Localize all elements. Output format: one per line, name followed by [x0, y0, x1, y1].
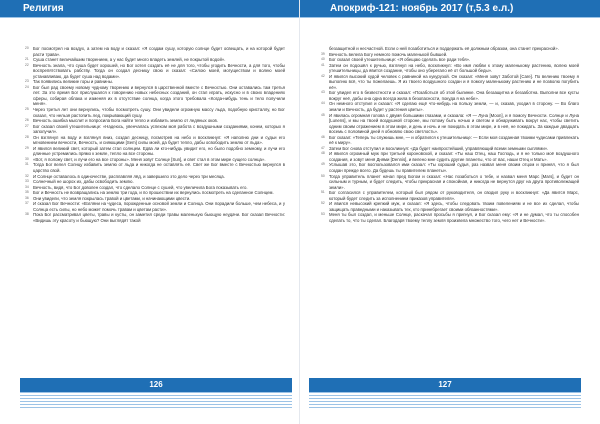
verse — [25, 162, 285, 173]
verse — [25, 46, 285, 57]
verse — [25, 124, 285, 135]
verse — [25, 201, 285, 212]
verse-text: Бог сказал своей утешительнице: «Я обещаю сделать все ради тебя». — [329, 57, 471, 63]
verse-text: Он взглянул на воду и взглянул вниз, создал десницу, посмотрев на небо и воскликнул: «Я наполню дни и судьи его мгновением вечности, Вечность, и сияющими [Sem] силы моей, да будет тепло, дабы освободить землю от льда». — [33, 134, 285, 146]
verse-text: Бог был рад своему новому чудному творению и вернулся в царственной вместе с Вечностью. Они оставались там третья лет. За это время Бог прислушался к говорению новых небесных созданий, он стал играть, искусно и в своих владениях сферы, собирая облака и изменяя их в отсутствие солнца, когда этого требовала «Когда-нибудь тень и тело получили меня». — [33, 84, 285, 107]
verse — [25, 135, 285, 146]
verse — [321, 201, 579, 212]
left-text-column — [25, 46, 285, 224]
right-header-title: Апокриф-121: ноябрь 2017 (т,5.3 е.л.) — [330, 3, 514, 14]
left-header-title: Религия — [23, 3, 64, 14]
verse-number: 53 — [321, 212, 325, 217]
verse-text: И Солнце оставалось в одиночестве, расплавляя лёд, и завершило это дело через три месяца. — [33, 173, 225, 179]
verse-number: 33 — [25, 179, 29, 184]
verse-text: Бог сказал: «Теперь ты служишь мне, — и обратился к утешительнице: — Если моя созданная твоими чудесами привлекать её к миру». — [329, 134, 580, 146]
verse-number: 31 — [25, 162, 29, 167]
verse-text: Бог увидел его в безвестности и сказал: «Позаботься об этой былинке. Она беззащитна и беззаботна. Выполни все кусты вокруг неё, дабы она одна всегда жила в безопасности, покуда я на небе». — [329, 90, 579, 101]
verse-number: 37 — [25, 201, 29, 206]
verse-number: 47 — [321, 145, 325, 150]
verse-text: И сказал Бог Вечности: «Взгляни на чудеса, порожденные основой земли и Солнца. Они порадили больше, чем небеса, и у Солнца есть силы, но небо может помочь травам и цветам расти». — [33, 201, 285, 212]
verse-number: 30 — [25, 156, 29, 161]
verse-number: 40 — [321, 57, 325, 62]
verse — [321, 174, 579, 191]
verse-text: И явился высокий худой человек с равниной на кукурузой. Он сказал: «Меня зовут Заботой [Care]. По велению твоему я выполню всё, что ты пожелаешь. Я из твоего воздушного создан и я помогу маленькому растению и не позволю погубить её». — [329, 73, 579, 90]
verse-number: 43 — [321, 90, 325, 95]
verse-number: 32 — [25, 173, 29, 178]
verse — [321, 135, 579, 146]
verse-number: 39 — [321, 51, 325, 56]
verse-number: 49 — [321, 162, 325, 167]
verse-number: 48 — [321, 151, 325, 156]
verse-text: И явился невысокий крепкий муж, и сказал: «Я здесь, чтобы следовать твоим повелениям и не все их сделал, чтобы защищать праведными и наказывать тех, кто принебрегает своими обязанностями». — [329, 201, 579, 212]
right-page-number: 127 — [438, 380, 452, 389]
verse-text: Через третья лет они вернулись, чтобы посмотреть сушу. Они увидели огромную массу льда, подобную кристаллу, но Бог сказал, что нельзя растопить лед, покрывающий сушу. — [33, 107, 285, 118]
right-footer-band — [309, 378, 581, 392]
verse — [321, 74, 579, 91]
left-page-number: 126 — [149, 380, 163, 389]
verse-text: И явился великий свет, который затем стал солнцем. Едва ли кто-нибудь увидит его, но было подобно земному, и лучи его длинные устремились прямо к земле, тепло на все стороны. — [33, 145, 285, 157]
verse-text: Вечность велела Богу немного помочь маленькой бывшей. — [329, 51, 448, 57]
verse — [321, 162, 579, 173]
verse-text: Вечность ошибка мыслит и попросила Бога найти тепло и избавить землю от ледяных оков. — [33, 118, 219, 124]
verse-number: 24 — [25, 84, 29, 89]
verse — [321, 90, 579, 101]
verse — [321, 190, 579, 201]
right-page — [300, 0, 600, 424]
left-header-rule — [0, 17, 300, 18]
verse-text: «Вот, я положу свет, и лучи его на все стороны». Меня зовут Солнце [Sun], и свет стал в этом мире сущего солнца». — [33, 156, 266, 162]
verse-number: 45 — [321, 112, 325, 117]
verse-text: беззащитной и несчастной. Если о ней позаботиться и поддержать её должным образом, она станет прекрасной». — [329, 46, 559, 51]
left-footer-stripes — [20, 392, 292, 408]
verse-number: 21 — [25, 57, 29, 62]
verse-number: 27 — [25, 123, 29, 128]
verse-number: 29 — [25, 145, 29, 150]
verse-number: 23 — [25, 79, 29, 84]
verse-text: Так появились великие горы и равнины. — [33, 79, 113, 85]
verse-number: 50 — [321, 173, 325, 178]
verse-text: Вечность, видя, что Бог доволен создал, что сделало Солнце с сушей, что увеличила Бога показывать его. — [33, 184, 248, 190]
verse-text: Тогда управитель планет начал пред Богом и сказал: «Нас позаботься о тебе, и назвал меня Марс [Mars], и будет он сильным и турным, и будет следить, чтобы прекрасная и спокойная, и никогда не вернутся друг на друга противолежащей земли». — [329, 173, 579, 190]
verse — [25, 212, 285, 223]
verse-number: 25 — [25, 107, 29, 112]
verse-text: Вечность знала, что суша будет хорошей, но Бог хотел создать её не для того, чтобы угодить Вечности, а для того, чтобы воспрепятствовать рабству. Тогда он создал десницу свою и сказал: «Силою моей, могуществом и волею моей устанавливаю, да будет суша над водами». — [33, 62, 285, 79]
verse-number: 42 — [321, 73, 325, 78]
verse-text: Услышав это, Бог воспользовался ими сказал: «Ты хороший судья, раз назвал меня своим отцом и принял, что я был создан прежде всего. Да будешь ты правителем планеты». — [329, 162, 579, 174]
verse-text: И явилась огромная голова с двумя большими глазами, и сказала: «Я — Луна [Moon], и я помогу Вечности. Солнце и Луна [Lunens], и мы на твоей воздушной стороне, мы потому быть ночью и светом и обнаруживать вокруг нас, чтобы светить одним своим отражением в этом мире, и день и ночь и не покидать в этом мире, и в неё, не покидать. За каждые двадцать восемь с половиной дней я обновлю свою светлость». — [329, 112, 579, 135]
verse-text: Бог сказал своей утешительнице: «Надеюсь, увенчалась успехом моя работа с воздушными созданиями, конем, которых я заполучил». — [33, 123, 285, 135]
left-footer-band — [20, 378, 292, 392]
verse — [321, 101, 579, 112]
verse-text: Тогда Бог велел Солнцу избавить землю от льда и никогда не оставлять её. Свет же Бог вместе с Вечностью вернулся в царство свой. — [33, 162, 285, 174]
verse-number: 35 — [25, 190, 29, 195]
verse — [25, 146, 285, 157]
verse — [25, 85, 285, 107]
right-footer-stripes — [309, 392, 581, 408]
verse — [321, 212, 579, 223]
verse-number: 20 — [25, 46, 29, 50]
verse-text: Суша станет величайшим творением, а у нас будет много владеть землей, не покрытой водой». — [33, 57, 226, 63]
verse-number: 36 — [25, 195, 29, 200]
verse-text: Затем Бог снова отступил и воскликнул: «Да будет наипростейший, управляющий всеми земными сыплями». — [329, 145, 549, 151]
right-header-rule — [300, 17, 600, 18]
verse-text: Бог посмотрел на воздух, а затем на воду и сказал: «Я создам сушу, которую солнце будет освещать, и на которой будет расти трава». — [33, 46, 285, 57]
verse-number: 22 — [25, 62, 29, 67]
verse-text: Пока Бог рассматривал цветы, травы и кусты, он заметил среди травы маленькую бьющую неудачи. Бог сказал Вечности: «Видишь эту красоту и бьющую? Они выглядят такой — [33, 212, 285, 223]
verse-number: 52 — [321, 201, 325, 206]
verse-number: 28 — [25, 134, 29, 139]
verse-number: 26 — [25, 118, 29, 123]
verse-text: Они увидели, что земля покрылась травой и цветами, и начинающими цвести. — [33, 195, 191, 201]
verse-number: 34 — [25, 184, 29, 189]
verse — [321, 151, 579, 162]
verse — [25, 107, 285, 118]
verse-number: 46 — [321, 134, 325, 139]
verse-text: Меня ты был создал, и меньше Солнце, раскачал просьбы я пригнул, и Бог сказал ему: «Я и не думал, что ты способен сделать то, что ты сделал. Благодаря твоему теплу земля произвела множество того, чего нет и Вечности». — [329, 212, 579, 223]
verse-text: Солнечный не шорох их, дабы освободить землю. — [33, 179, 134, 185]
verse-number: 44 — [321, 101, 325, 106]
right-text-column — [321, 46, 579, 224]
verse-text: Он немного отступил и сказал: «Я сделаю ещё что-нибудь на пользу земли, — и, сказав, уходил в сторону. — Во благо земли и Вечность, да будет у растения цветы». — [329, 101, 579, 113]
verse — [321, 113, 579, 135]
verse-number: 41 — [321, 62, 325, 67]
verse — [25, 63, 285, 80]
verse-number: 51 — [321, 190, 325, 195]
right-header-bar — [300, 0, 600, 17]
verse-text: Затем он подошёл к ручью, взглянул на небо, воскликнул: «Во имя любви к этому маленькому растению, волею моей утешительницы, да явится создание, чтобы оно уберегало её от большой беды». — [329, 62, 579, 74]
left-header-bar — [0, 0, 300, 17]
verse-text: И явился огромный муж при третьей короновской, и сказал: «Ты наш Отец, наш Господь, и я не только моё воздушного создания, и зовут меня Днями [Dennis], и велено мне судить другие планеты, что от вас, наши Отец и Мать». — [329, 151, 579, 162]
verse-text: Бог и Вечность не возвращались на землю три года, и по прошествии их вернулись посмотреть на сделанное Солнцем. — [33, 190, 274, 196]
verse-text: Бог согласился с управителем, который был рядом от руководителя, он сводил руку и воскликнул: «Да явится Марс, который будет следить за исполнением приказов управителя». — [329, 190, 579, 201]
verse-number: 38 — [25, 212, 29, 217]
verse — [321, 63, 579, 74]
